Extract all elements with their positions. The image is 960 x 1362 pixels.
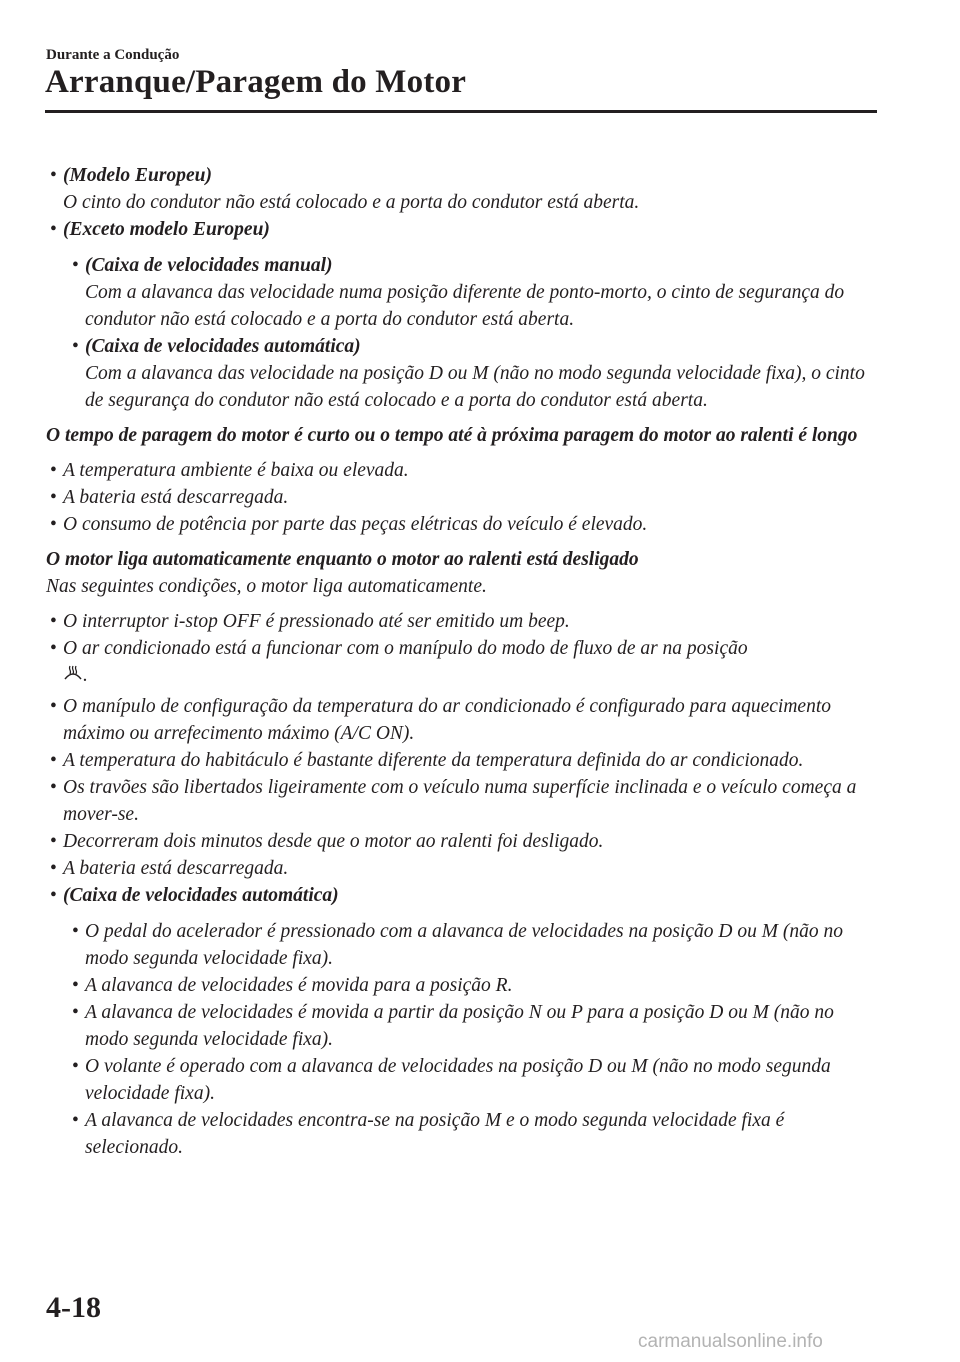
section-heading: O tempo de paragem do motor é curto ou o tempo até à próxima paragem do motor ao ralenti é longo [46,425,858,446]
item-heading: (Caixa de velocidades manual) [85,255,333,276]
item-text: A temperatura ambiente é baixa ou elevada. [63,460,409,481]
page-title: Arranque/Paragem do Motor [45,64,467,100]
list-item [46,457,881,484]
list-item [46,693,881,747]
bullet: • [50,165,57,186]
list-item [46,774,881,828]
item-text: O manípulo de configuração da temperatura do ar condicionado é configurado para aquecimento máximo ou arrefecimento máximo (A/C ON). [63,696,831,744]
sub-list-item [68,1107,881,1161]
item-text: O volante é operado com a alavanca de velocidades na posição D ou M (não no modo segunda velocidade fixa). [85,1056,831,1104]
item-text: A temperatura do habitáculo é bastante diferente da temperatura definida do ar condicionado. [63,750,804,771]
item-text: A bateria está descarregada. [63,487,289,508]
bullet: • [72,975,79,996]
item-text: A alavanca de velocidades é movida para a posição R. [85,975,513,996]
item-text: Os travões são libertados ligeiramente com o veículo numa superfície inclinada e o veículo começa a mover-se. [63,777,857,825]
list-item [46,216,881,243]
item-text: O cinto do condutor não está colocado e a porta do condutor está aberta. [63,192,640,213]
bullet: • [50,487,57,508]
item-text-part: O ar condicionado está a funcionar com o manípulo do modo de fluxo de ar na posição [63,638,748,659]
item-text: O interruptor i-stop OFF é pressionado até ser emitido um beep. [63,611,570,632]
bullet: • [50,638,57,659]
bullet: • [50,831,57,852]
page-number: 4-18 [46,1291,101,1324]
bullet: • [72,921,79,942]
item-text: A alavanca de velocidades encontra-se na posição M e o modo segunda velocidade fixa é selecionado. [85,1110,785,1158]
sub-list-item [68,333,881,414]
list-item [46,162,881,216]
intro-text: Nas seguintes condições, o motor liga automaticamente. [46,576,487,597]
bullet: • [50,885,57,906]
bullet: • [72,255,79,276]
sub-list-item [68,1053,881,1107]
title-rule [45,110,877,113]
bullet: • [72,336,79,357]
bullet: • [72,1110,79,1131]
bullet: • [50,611,57,632]
sub-list-item [68,972,881,999]
bullet: • [50,460,57,481]
item-text: Decorreram dois minutos desde que o motor ao ralenti foi desligado. [63,831,604,852]
watermark: carmanualsonline.info [638,1331,823,1352]
list-item [46,635,881,693]
defroster-icon [63,665,83,693]
item-text: Com a alavanca das velocidade na posição D ou M (não no modo segunda velocidade fixa), o cinto de segurança do condutor não está colocado e a porta do condutor está aberta. [85,363,865,411]
list-item [46,882,881,909]
item-heading: (Caixa de velocidades automática) [85,336,361,357]
section-heading: O motor liga automaticamente enquanto o motor ao ralenti está desligado [46,549,639,570]
bullet: • [50,750,57,771]
sub-list-item [68,918,881,972]
bullet: • [50,514,57,535]
bullet: • [50,858,57,879]
bullet: • [72,1056,79,1077]
page-content [46,162,881,1161]
item-heading: (Exceto modelo Europeu) [63,219,270,240]
item-text: O consumo de potência por parte das peças elétricas do veículo é elevado. [63,514,648,535]
sub-list-item [68,252,881,333]
bullet: • [50,696,57,717]
bullet: • [72,1002,79,1023]
item-text [63,635,881,693]
item-text: Com a alavanca das velocidade numa posição diferente de ponto-morto, o cinto de segurança do condutor não está colocado e a porta do condutor está aberta. [85,282,845,330]
item-text-end: . [83,665,88,686]
item-text: A alavanca de velocidades é movida a partir da posição N ou P para a posição D ou M (não no modo segunda velocidade fixa). [85,1002,834,1050]
list-item [46,608,881,635]
item-text: O pedal do acelerador é pressionado com a alavanca de velocidades na posição D ou M (não no modo segunda velocidade fixa). [85,921,844,969]
item-heading: (Modelo Europeu) [63,165,212,186]
item-heading: (Caixa de velocidades automática) [63,885,339,906]
section-label: Durante a Condução [46,47,180,63]
bullet: • [50,219,57,240]
sub-list-item [68,999,881,1053]
bullet: • [50,777,57,798]
list-item [46,828,881,855]
list-item [46,511,881,538]
list-item [46,747,881,774]
list-item [46,855,881,882]
item-text: A bateria está descarregada. [63,858,289,879]
list-item [46,484,881,511]
